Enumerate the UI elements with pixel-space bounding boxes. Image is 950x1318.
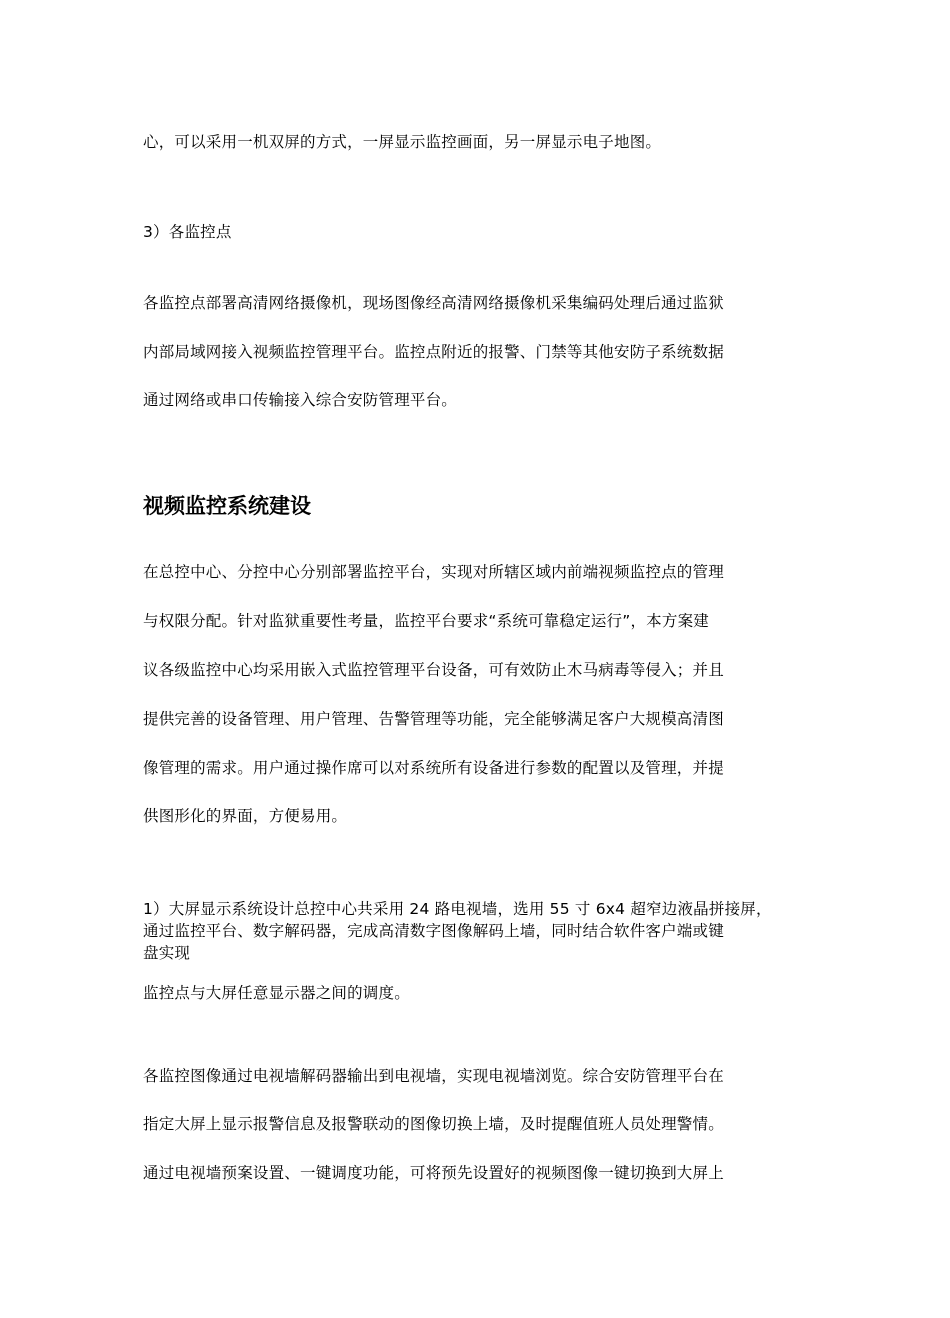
paragraph-line: 指定大屏上显示报警信息及报警联动的图像切换上墙，及时提醒值班人员处理警情。	[143, 1115, 724, 1133]
subsection-title: 3）各监控点	[143, 223, 232, 241]
paragraph-line: 像管理的需求。用户通过操作席可以对系统所有设备进行参数的配置以及管理，并提	[143, 759, 724, 777]
paragraph-line: 通过监控平台、数字解码器，完成高清数字图像解码上墙，同时结合软件客户端或键	[143, 922, 724, 940]
paragraph-line: 内部局域网接入视频监控管理平台。监控点附近的报警、门禁等其他安防子系统数据	[143, 343, 724, 361]
paragraph-line: 监控点与大屏任意显示器之间的调度。	[143, 984, 410, 1002]
paragraph-line: 与权限分配。针对监狱重要性考量，监控平台要求“系统可靠稳定运行”，本方案建	[143, 612, 709, 630]
paragraph-line: 提供完善的设备管理、用户管理、告警管理等功能，完全能够满足客户大规模高清图	[143, 710, 724, 728]
paragraph-line: 通过网络或串口传输接入综合安防管理平台。	[143, 391, 458, 409]
paragraph-line: 供图形化的界面，方便易用。	[143, 807, 348, 825]
paragraph-line: 各监控图像通过电视墙解码器输出到电视墙，实现电视墙浏览。综合安防管理平台在	[143, 1067, 724, 1085]
paragraph-line: 议各级监控中心均采用嵌入式监控管理平台设备，可有效防止木马病毒等侵入；并且	[143, 661, 724, 679]
paragraph-line: 心，可以采用一机双屏的方式，一屏显示监控画面，另一屏显示电子地图。	[143, 133, 662, 151]
paragraph-line: 各监控点部署高清网络摄像机，现场图像经高清网络摄像机采集编码处理后通过监狱	[143, 294, 724, 312]
section-heading: 视频监控系统建设	[143, 494, 311, 518]
paragraph-line: 通过电视墙预案设置、一键调度功能，可将预先设置好的视频图像一键切换到大屏上	[143, 1164, 724, 1182]
paragraph-line: 盘实现	[143, 944, 191, 962]
paragraph-line: 1）大屏显示系统设计总控中心共采用 24 路电视墙，选用 55 寸 6x4 超窄边液晶拼接屏，	[143, 900, 772, 918]
paragraph-line: 在总控中心、分控中心分别部署监控平台，实现对所辖区域内前端视频监控点的管理	[143, 563, 724, 581]
